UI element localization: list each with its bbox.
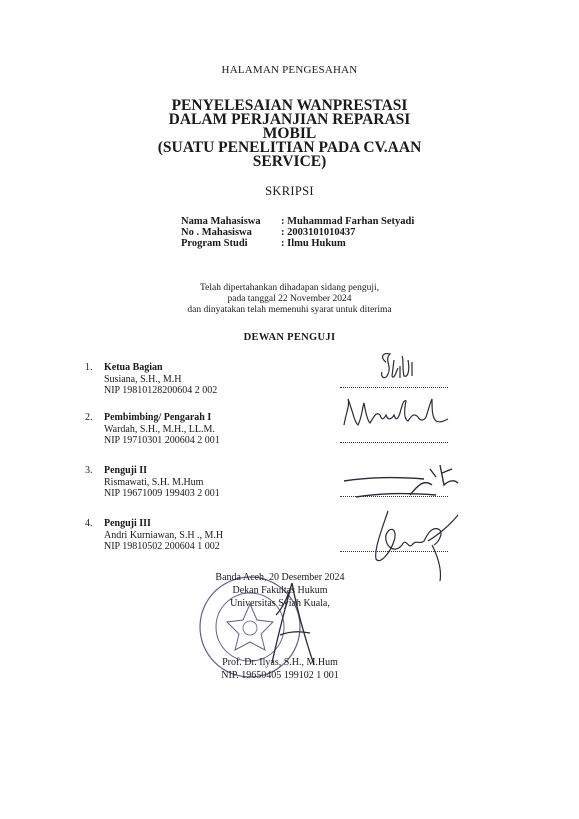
thesis-title [0,99,579,169]
examiner-name: Susiana, S.H., M.H [104,373,182,385]
name-value: : Muhammad Farhan Setyadi [281,216,415,227]
university-name: Universitas Syiah Kuala, [230,598,330,609]
signature-line [340,441,448,443]
examiner-role: Penguji II [104,465,148,476]
name-label: Nama Mahasiswa [181,216,261,227]
examiner-role: Ketua Bagian [104,362,163,373]
examiner-number: 3. [85,465,93,476]
examiner-nip: NIP 19710301 200604 2 001 [104,435,220,446]
approval-statement [0,283,579,316]
examiner-number: 4. [85,518,93,529]
title-line: SERVICE) [252,153,327,170]
signature-2 [340,395,450,437]
dean-block [200,656,360,682]
examiner-role: Penguji III [104,518,151,529]
examiner-nip: NIP 19810128200604 2 002 [104,385,218,396]
dean-nip: NIP. 19650405 199102 1 001 [221,670,339,681]
document-type: SKRIPSI [265,184,314,198]
program-label: Program Studi [181,238,248,249]
title-line: DALAM PERJANJIAN REPARASI [168,111,411,128]
dean-name: Prof. Dr. Ilyas, S.H., M.Hum [222,657,338,668]
title-line: PENYELESAIAN WANPRESTASI [171,97,408,114]
signature-4 [368,505,463,585]
dean-position: Dekan Fakultas Hukum [232,585,328,596]
examiner-name: Wardah, S.H., M.H., LL.M. [104,423,215,435]
program-value: : Ilmu Hukum [281,238,346,249]
place-date: Banda Aceh, 20 Desember 2024 [215,572,345,583]
signature-1 [378,350,428,390]
statement-line: pada tanggal 22 November 2024 [227,294,352,304]
examiner-nip: NIP 19810502 200604 1 002 [104,541,220,552]
number-value: : 2003101010437 [281,227,356,238]
examiner-name: Rismawati, S.H. M.Hum [104,476,204,488]
examiner-nip: NIP 19671009 199403 2 001 [104,488,220,499]
statement-line: Telah dipertahankan dihadapan sidang penguji, [200,283,379,293]
examiner-role: Pembimbing/ Pengarah I [104,412,212,423]
statement-line: dan dinyatakan telah memenuhi syarat untuk diterima [187,305,392,315]
page-header: HALAMAN PENGESAHAN [221,64,358,76]
examiner-name: Andri Kurniawan, S.H ., M.H [104,529,224,541]
examiners-heading: DEWAN PENGUJI [243,332,336,343]
title-line: MOBIL [262,125,317,142]
student-info [181,216,414,249]
examiner-number: 1. [85,362,93,373]
examiner-number: 2. [85,412,93,423]
title-line: (SUATU PENELITIAN PADA CV.AAN [157,139,422,156]
signature-3 [340,455,460,500]
number-label: No . Mahasiswa [181,227,252,238]
closing-block [200,571,360,610]
